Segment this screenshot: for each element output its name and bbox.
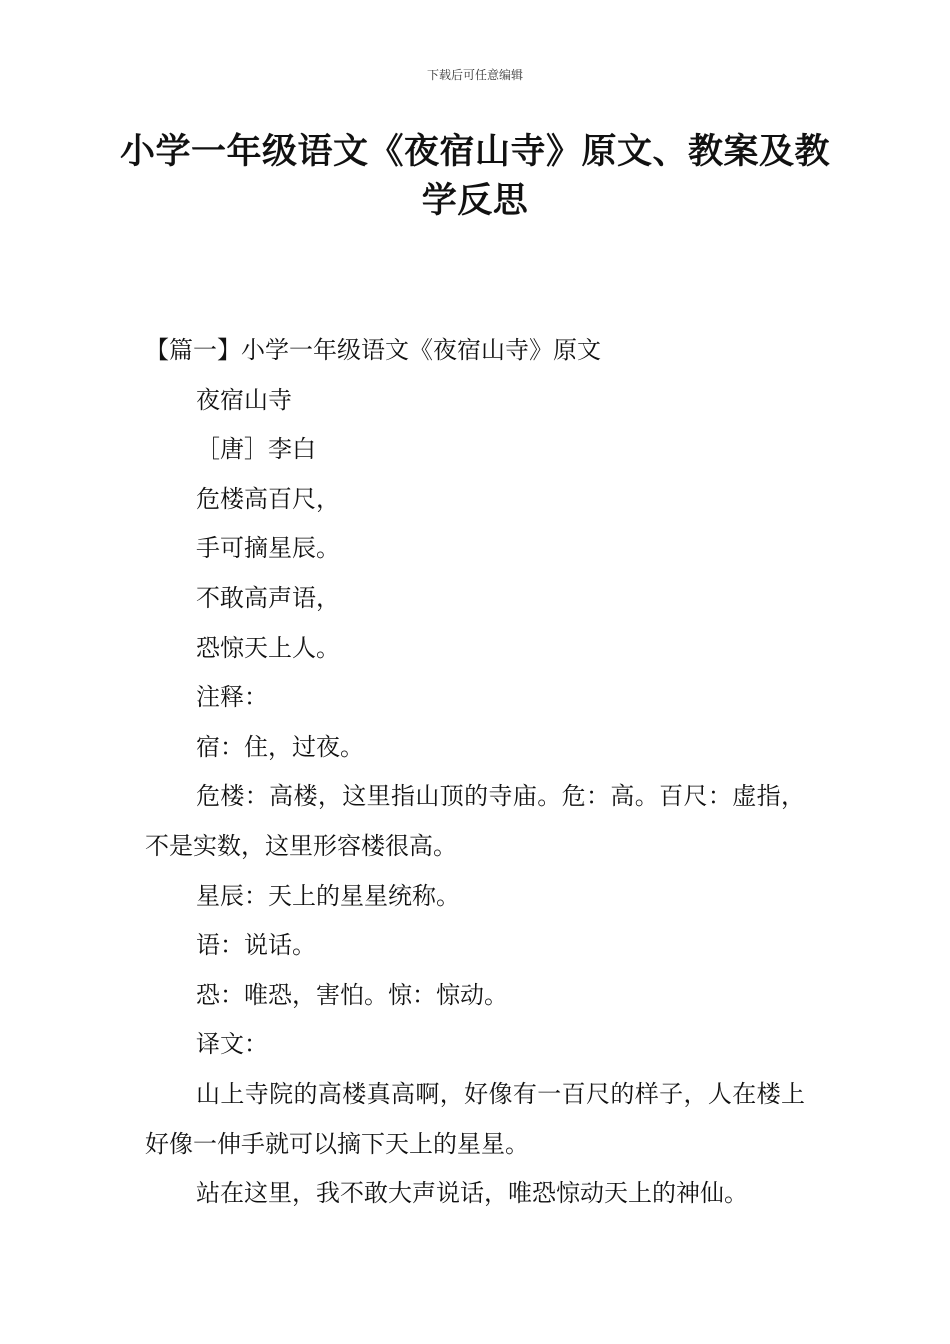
translation-label: 译文：: [196, 1030, 268, 1059]
note-item: 恐：唯恐，害怕。惊：惊动。: [196, 980, 508, 1009]
translation-paragraph: 站在这里，我不敢大声说话，唯恐惊动天上的神仙。: [196, 1179, 748, 1208]
document-body: [145, 326, 805, 1219]
section-heading: 【篇一】小学一年级语文《夜宿山寺》原文: [145, 336, 601, 364]
document-title: 小学一年级语文《夜宿山寺》原文、教案及教学反思: [120, 132, 831, 221]
translation-paragraph: 山上寺院的高楼真高啊，好像有一百尺的样子，人在楼上好像一伸手就可以摘下天上的星星。: [145, 1079, 805, 1158]
note-item: 宿：住，过夜。: [196, 732, 364, 761]
poem-author: ［唐］李白: [196, 435, 316, 464]
note-item: 语：说话。: [196, 931, 316, 960]
header-note: 下载后可任意编辑: [426, 68, 523, 82]
poem-line: 危楼高百尺，: [196, 484, 340, 513]
notes-label: 注释：: [196, 683, 268, 712]
poem-title: 夜宿山寺: [196, 385, 292, 414]
poem-line: 恐惊天上人。: [196, 633, 340, 662]
poem-line: 不敢高声语，: [196, 583, 340, 612]
note-item: 星辰：天上的星星统称。: [196, 881, 460, 910]
note-item: 危楼：高楼，这里指山顶的寺庙。危：高。百尺：虚指，不是实数，这里形容楼很高。: [145, 782, 805, 860]
poem-line: 手可摘星辰。: [196, 534, 340, 563]
